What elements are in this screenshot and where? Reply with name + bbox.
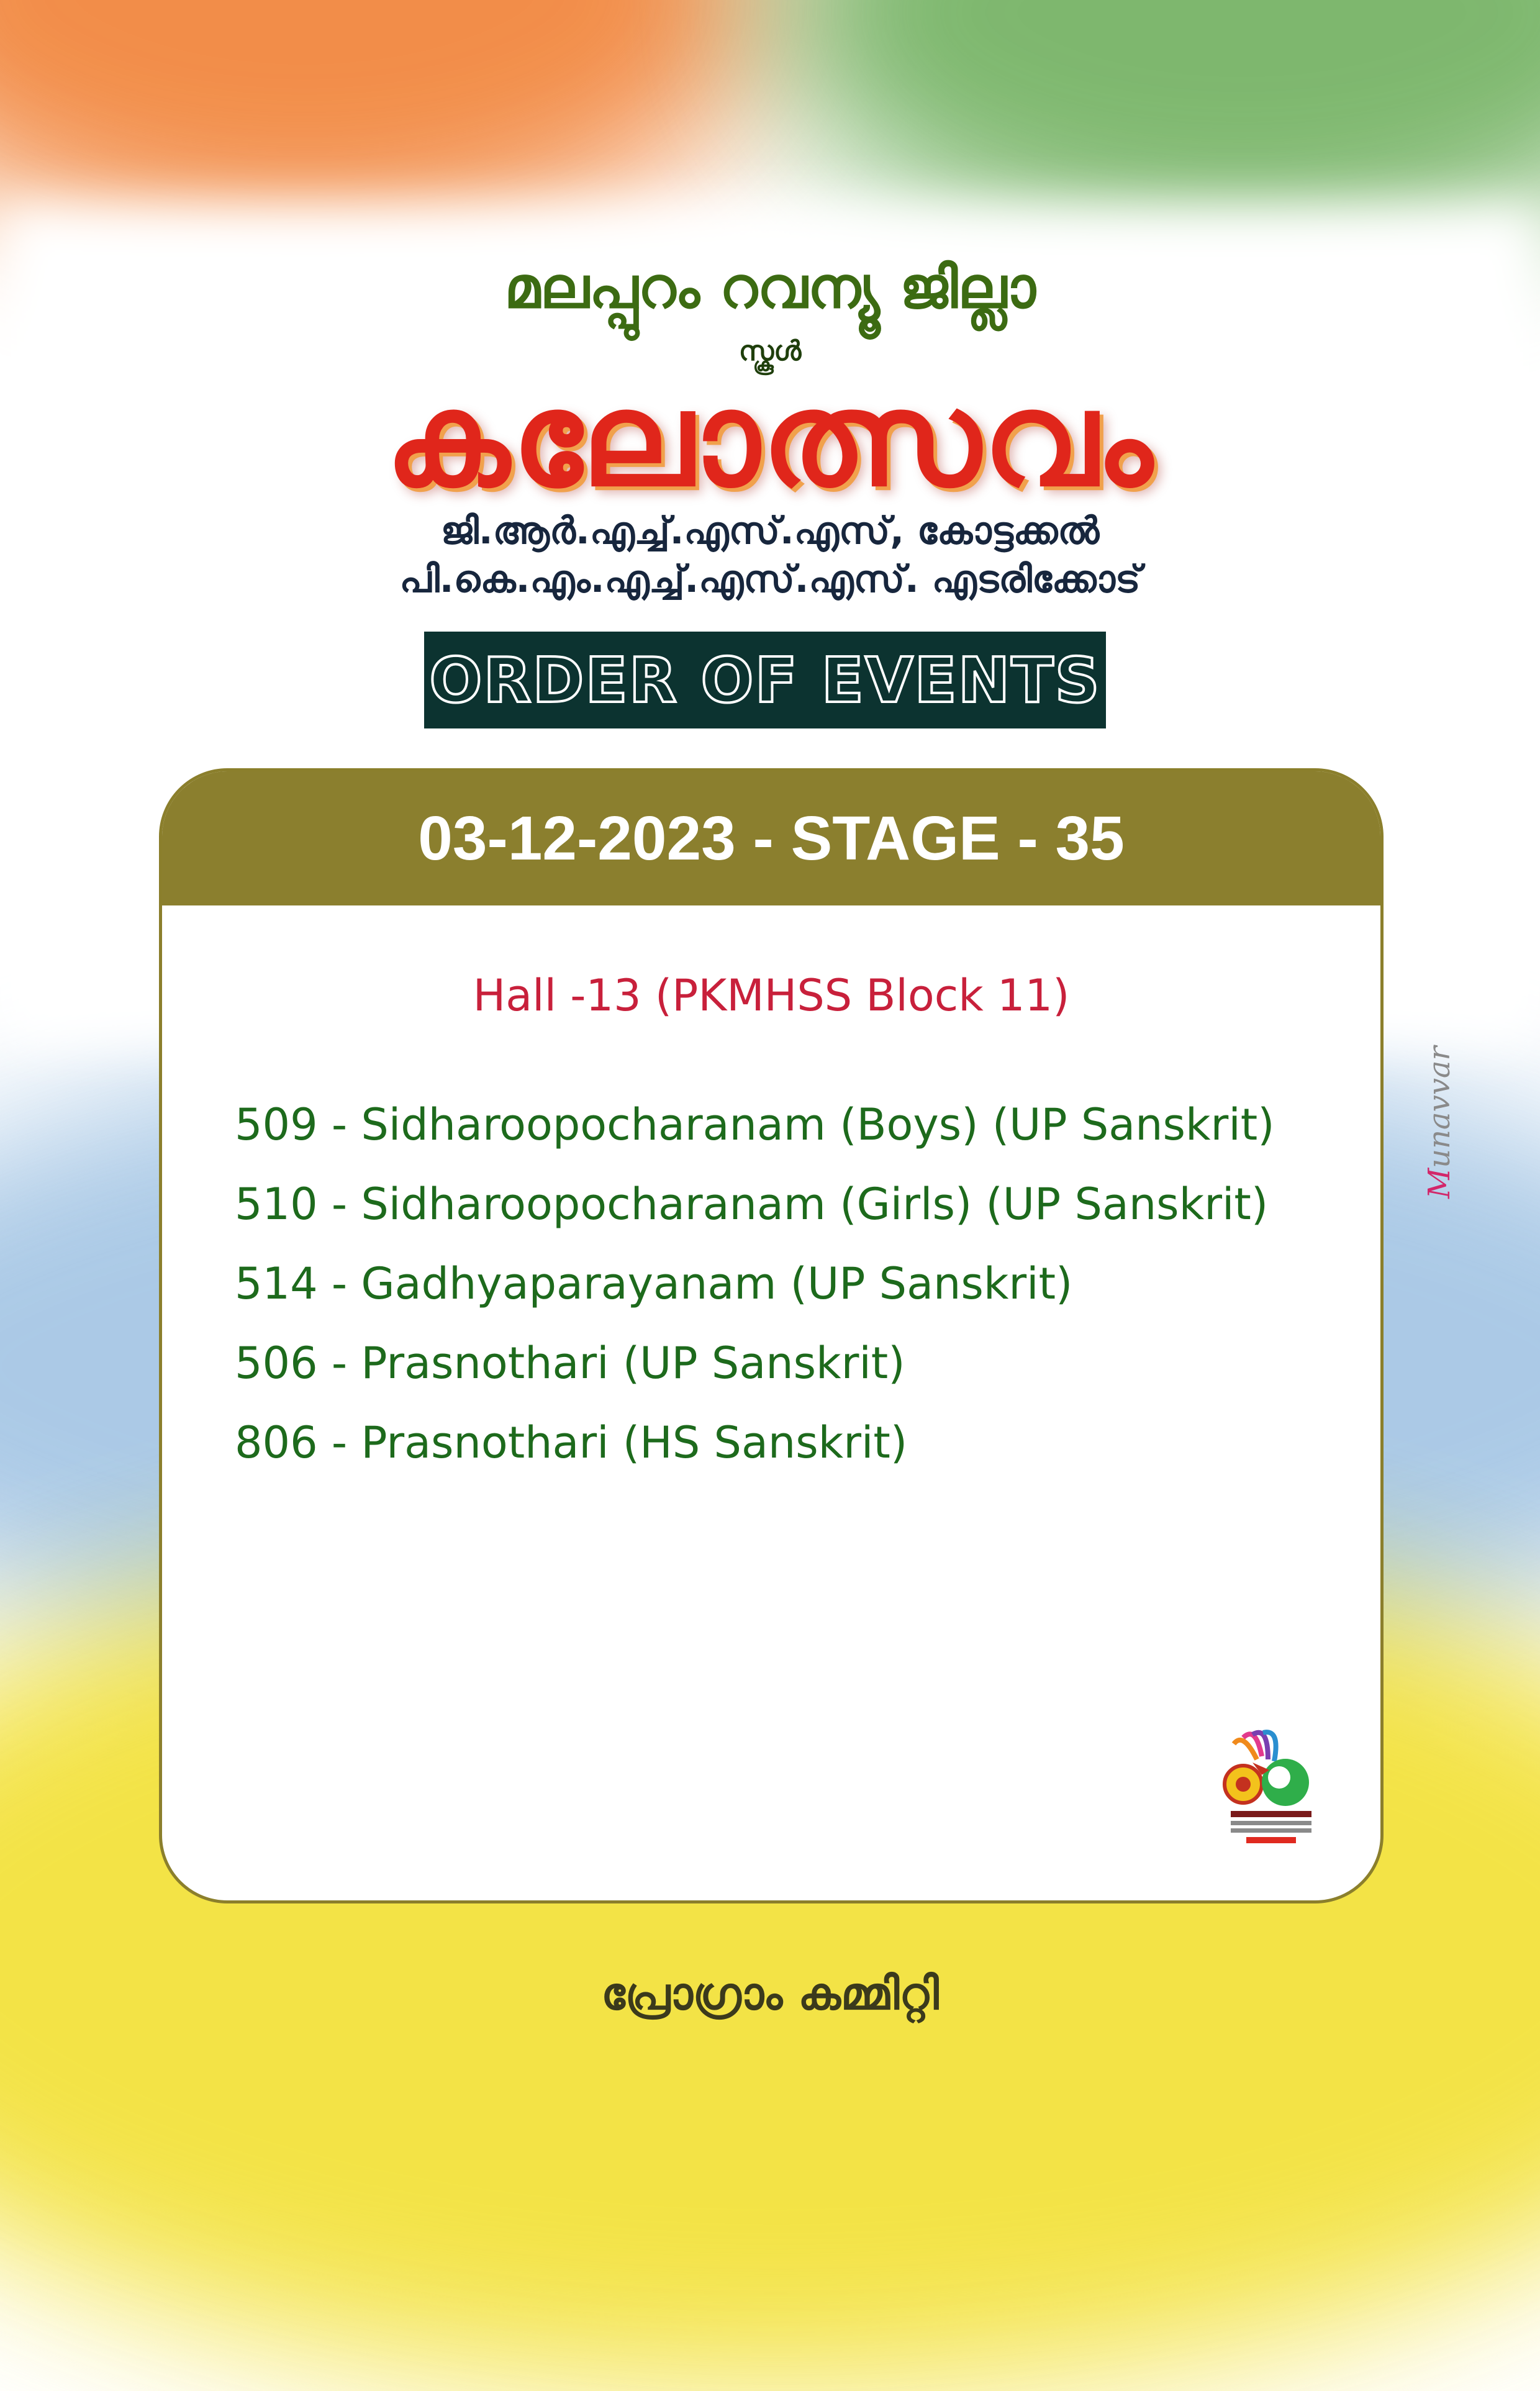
host-school-2: പി.കെ.എം.എച്ച്.എസ്.എസ്. എടരിക്കോട് (399, 558, 1141, 601)
hall-label: Hall -13 (PKMHSS Block 11) (473, 970, 1070, 1021)
festival-logo: കലോത്സവം (385, 363, 1155, 515)
card-header (162, 771, 1380, 905)
designer-signature (1422, 1012, 1472, 1199)
schedule-card (159, 768, 1384, 1903)
event-item: 806 - Prasnothari (HS Sanskrit) (235, 1417, 908, 1468)
signature-rest: unavvar (1422, 1046, 1457, 1168)
program-committee: പ്രോഗ്രാം കമ്മിറ്റി (601, 1967, 939, 2020)
event-item: 509 - Sidharoopocharanam (Boys) (UP Sanskrit) (235, 1099, 1275, 1150)
kalolsavam-emblem-icon (1218, 1725, 1318, 1856)
event-list (235, 1085, 1275, 1482)
date-stage-heading: 03-12-2023 - STAGE - 35 (418, 803, 1125, 873)
event-item: 514 - Gadhyaparayanam (UP Sanskrit) (235, 1258, 1073, 1309)
host-school-1: ജി.ആർ.എച്ച്.എസ്.എസ്, കോട്ടക്കൽ (440, 509, 1100, 553)
school-label: സ്കൂൾ (738, 335, 802, 367)
order-of-events-title: ORDER OF EVENTS (429, 643, 1101, 717)
signature-initial: M (1422, 1168, 1457, 1199)
district-title: മലപ്പുറം റവന്യൂ ജില്ലാ (504, 255, 1036, 321)
order-of-events-banner (424, 632, 1106, 728)
event-item: 510 - Sidharoopocharanam (Girls) (UP Sanskrit) (235, 1179, 1269, 1230)
event-item: 506 - Prasnothari (UP Sanskrit) (235, 1338, 905, 1389)
